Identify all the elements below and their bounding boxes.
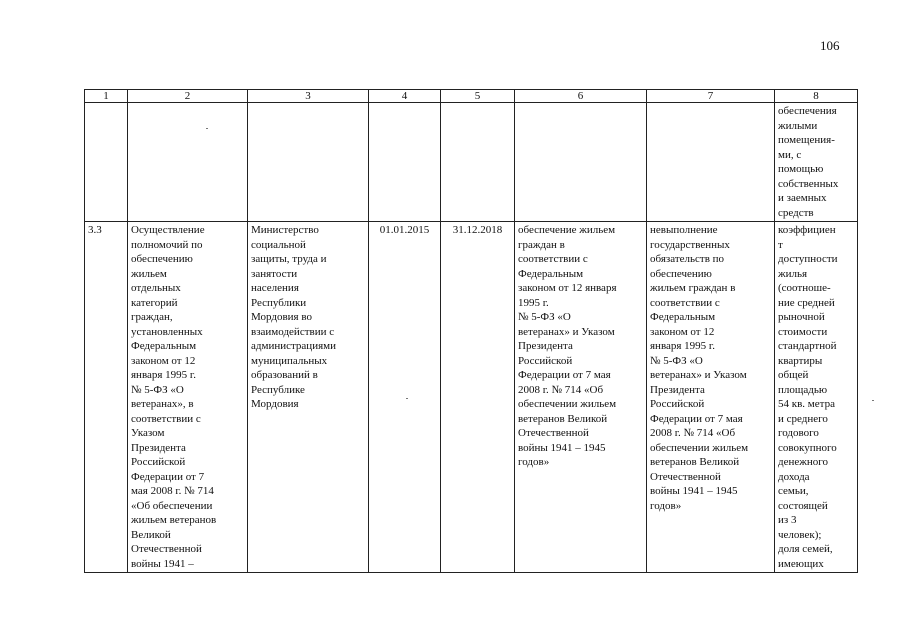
executor-text: Министерство социальной защиты, труда и занятости населения Республики Мордовия во взаимодействии с администрациями муниципальных образований в Республике Мордовия xyxy=(251,224,336,410)
expected-result-text: обеспечение жильем граждан в соответствии с Федеральным законом от 12 января 1995 г. № 5-ФЗ «О ветеранах» и Указом Президента Российской Федерации от 7 мая 2008 г. № 714 «Об обеспечении жильем ветеранов Великой Отечественной войны 1941 – 1945 годов» xyxy=(518,224,617,468)
header-col-1: 1 xyxy=(85,90,128,103)
indicator-cell xyxy=(775,103,858,222)
header-col-5: 5 xyxy=(441,90,515,103)
scan-speck xyxy=(206,128,208,129)
header-col-6: 6 xyxy=(515,90,647,103)
consequences-text: невыполнение государственных обязательств по обеспечению жильем граждан в соответствии с Федеральным законом от 12 января 1995 г. № 5-ФЗ «О ветеранах» и Указом Президента Российской Федерации от 7 мая 2008 г. № 714 «Об обеспечении жильем ветеранов Великой Отечественной войны 1941 – 1945 годов» xyxy=(650,224,749,512)
cell xyxy=(369,103,441,222)
executor-cell xyxy=(248,222,369,573)
cell xyxy=(128,103,248,222)
cell xyxy=(515,103,647,222)
table-row-3-3 xyxy=(85,222,858,573)
header-col-3: 3 xyxy=(248,90,369,103)
program-table xyxy=(84,89,858,573)
cell xyxy=(647,103,775,222)
activity-cell xyxy=(128,222,248,573)
page-number: 106 xyxy=(820,38,840,53)
activity-text: Осуществление полномочий по обеспечению жильем отдельных категорий граждан, установленных Федеральным законом от 12 января 1995 г. № 5-ФЗ «О ветеранах», в соответствии с Указом Президента Российской Федерации от 7 мая 2008 г. № 714 «Об обеспечении жильем ветеранов Великой Отечественной войны 1941 – xyxy=(131,224,217,570)
cell xyxy=(248,103,369,222)
indicator-continuation-text: обеспечения жилыми помещения- ми, с помощью собственных и заемных средств xyxy=(778,105,839,219)
item-number-cell xyxy=(85,222,128,573)
continuation-row xyxy=(85,103,858,222)
cell xyxy=(441,103,515,222)
end-date-cell xyxy=(441,222,515,573)
start-date: 01.01.2015 xyxy=(379,224,430,236)
indicator-cell xyxy=(775,222,858,573)
indicator-text: коэффициен т доступности жилья (соотноше- ние средней рыночной стоимости стандартной квартиры общей площадью 54 кв. метра и среднего годового совокупного денежного дохода семьи, состоящей из 3 человек); доля семей, имеющих xyxy=(778,224,838,570)
scan-speck xyxy=(872,400,874,401)
header-row xyxy=(85,90,858,103)
scan-speck xyxy=(406,398,408,399)
end-date: 31.12.2018 xyxy=(452,224,503,236)
cell xyxy=(85,103,128,222)
consequences-cell xyxy=(647,222,775,573)
header-col-8: 8 xyxy=(775,90,858,103)
header-col-2: 2 xyxy=(128,90,248,103)
expected-result-cell xyxy=(515,222,647,573)
start-date-cell xyxy=(369,222,441,573)
item-number: 3.3 xyxy=(88,224,102,236)
header-col-4: 4 xyxy=(369,90,441,103)
header-col-7: 7 xyxy=(647,90,775,103)
